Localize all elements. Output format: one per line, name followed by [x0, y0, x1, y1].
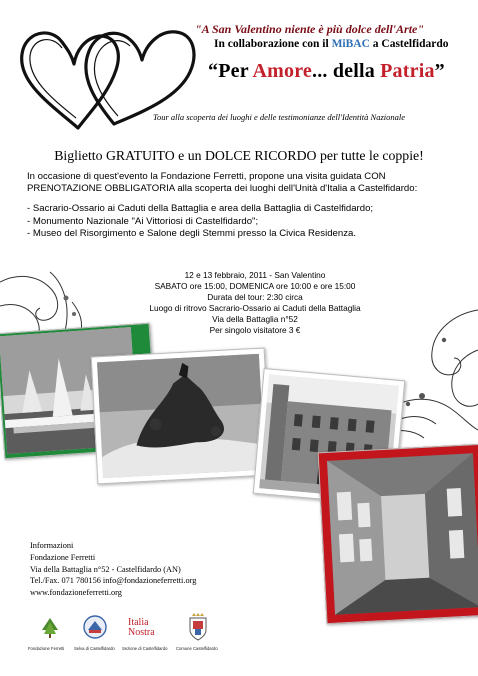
title-part-3: ... della [312, 60, 381, 82]
selva-logo [82, 614, 108, 640]
title-open-quote: “ [208, 60, 219, 82]
contact-info [30, 540, 196, 599]
detail-line: 12 e 13 febbraio, 2011 - San Valentino [184, 270, 326, 280]
detail-line: Via della Battaglia n°52 [212, 313, 298, 324]
logo-label: Sezione di Castelfidardo [122, 646, 168, 651]
intro-text [27, 171, 467, 240]
title-part-4: Patria [380, 60, 435, 82]
tagline: Tour alla scoperta dei luoghi e delle testimonianze dell'Identità Nazionale [153, 112, 405, 122]
intro-line: In occasione di quest'evento la Fondazione Ferretti, propone una visita guidata CON [27, 171, 386, 182]
italia-nostra-logo [128, 618, 155, 638]
detail-line: Durata del tour: 2:30 circa [207, 291, 303, 302]
fondazione-ferretti-logo [32, 614, 68, 640]
title-part-2: Amore [252, 60, 313, 82]
detail-line: SABATO ore 15:00, DOMENICA ore 10:00 e ore 15:00 [154, 280, 356, 291]
title-part-1: Per [218, 60, 253, 82]
photo-museum-red [318, 444, 478, 624]
detail-line: Per singolo visitatore 3 € [209, 324, 301, 335]
event-details [110, 270, 400, 335]
detail-line: Luogo di ritrovo Sacrario-Ossario ai Caduti della Battaglia [149, 302, 361, 313]
info-line: Fondazione Ferretti [30, 552, 96, 562]
italia-label: Italia [128, 617, 149, 628]
page-title [208, 60, 445, 83]
info-line[interactable]: Tel./Fax. 071 780156 info@fondazioneferretti.org [30, 576, 197, 586]
mibac-label: MiBAC [331, 38, 370, 50]
info-line: Via della Battaglia n°52 - Castelfidardo (AN) [30, 564, 181, 574]
photo-monument-statue [91, 348, 271, 485]
intro-line: PRENOTAZIONE OBBLIGATORIA alla scoperta dei luoghi dell'Unità d'Italia a Castelfidardo: [27, 183, 418, 195]
title-close-quote: ” [434, 60, 445, 82]
list-item: - Sacrario-Ossario ai Caduti della Battaglia e area della Battaglia di Castelfidardo; [27, 203, 374, 215]
ticket-offer: Biglietto GRATUITO e un DOLCE RICORDO per tutte le coppie! [54, 148, 424, 163]
collab-prefix: In collaborazione con il [214, 38, 332, 50]
info-heading: Informazioni [30, 541, 74, 550]
list-item: - Monumento Nazionale "Ai Vittoriosi di Castelfidardo"; [27, 215, 259, 227]
list-item: - Museo del Risorgimento e Salone degli Stemmi presso la Civica Residenza. [27, 227, 357, 239]
collaboration-line [214, 38, 449, 50]
website-link[interactable]: www.fondazioneferretti.org [30, 588, 122, 598]
nostra-label: Nostra [128, 627, 155, 638]
places-list [27, 203, 467, 240]
event-quote: "A San Valentino niente è più dolce dell'Arte" [195, 22, 425, 36]
logo-label: Comune Castelfidardo [176, 646, 218, 651]
logo-label: Fondazione Ferretti [28, 646, 65, 651]
logo-label: Selva di Castelfidardo [74, 646, 115, 651]
collab-suffix: a Castelfidardo [369, 38, 449, 50]
comune-crest-icon [186, 612, 210, 642]
